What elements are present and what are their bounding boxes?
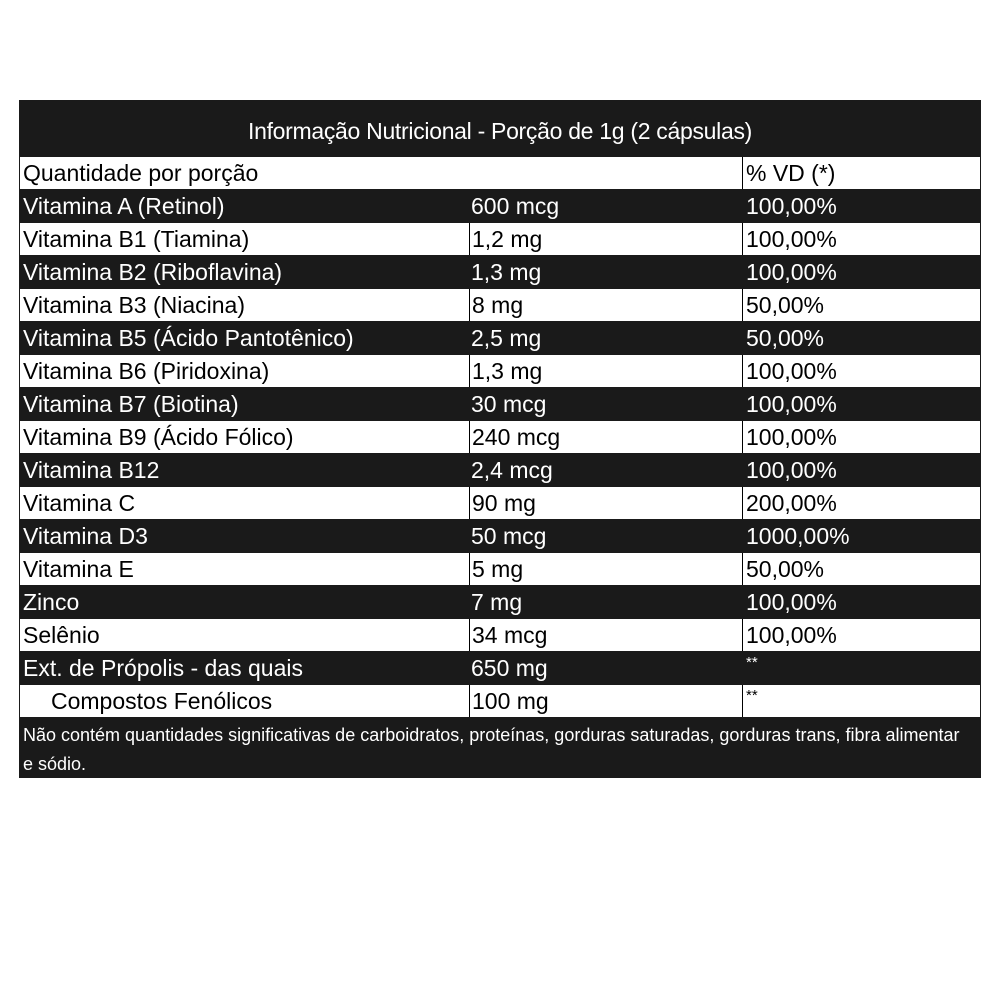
table-row — [20, 190, 980, 222]
nutrient-name: Selênio — [23, 622, 100, 648]
table-row — [20, 586, 980, 618]
nutrient-name: Compostos Fenólicos — [51, 688, 273, 714]
nutrient-amount: 5 mg — [469, 553, 740, 585]
vd-header: % VD (*) — [742, 157, 976, 189]
header-row — [20, 157, 980, 189]
table-row — [20, 619, 980, 651]
nutrient-name: Vitamina B2 (Riboflavina) — [23, 259, 283, 285]
nutrient-name: Vitamina E — [23, 556, 134, 582]
quantity-header: Quantidade por porção — [23, 160, 259, 186]
nutrient-vd: 200,00% — [742, 487, 976, 519]
nutrient-vd: 100,00% — [746, 391, 837, 417]
table-row — [20, 685, 980, 717]
nutrient-amount: 100 mg — [469, 685, 740, 717]
nutrient-amount: 50 mcg — [471, 523, 547, 549]
nutrient-amount: 90 mg — [469, 487, 740, 519]
nutrient-vd: 100,00% — [742, 223, 976, 255]
table-row — [20, 520, 980, 552]
table-row — [20, 322, 980, 354]
nutrient-amount: 650 mg — [471, 655, 548, 681]
nutrient-vd: ** — [746, 654, 758, 671]
table-row — [20, 454, 980, 486]
table-title: Informação Nutricional - Porção de 1g (2 cápsulas) — [247, 118, 753, 144]
nutrient-amount: 34 mcg — [469, 619, 740, 651]
nutrient-amount: 7 mg — [471, 589, 523, 615]
nutrient-name: Vitamina C — [23, 490, 136, 516]
nutrient-amount: 1,3 mg — [469, 355, 740, 387]
nutrient-amount: 1,2 mg — [469, 223, 740, 255]
nutrient-vd: 100,00% — [742, 421, 976, 453]
nutrient-name: Vitamina B7 (Biotina) — [23, 391, 239, 417]
nutrient-vd: 100,00% — [742, 619, 976, 651]
footer-note: Não contém quantidades significativas de carboidratos, proteínas, gorduras saturadas, gorduras trans, fibra alimentar e sódio. — [23, 725, 960, 774]
table-row — [20, 223, 980, 255]
nutrient-amount: 30 mcg — [471, 391, 547, 417]
nutrient-vd: 50,00% — [742, 289, 976, 321]
table-row — [20, 289, 980, 321]
nutrient-vd: 100,00% — [746, 193, 837, 219]
nutrient-name: Vitamina B5 (Ácido Pantotênico) — [23, 325, 354, 351]
nutrient-vd: 100,00% — [746, 589, 837, 615]
table-row — [20, 553, 980, 585]
nutrient-name: Ext. de Própolis - das quais — [23, 655, 303, 681]
nutrient-amount: 600 mcg — [471, 193, 560, 219]
nutrient-amount: 1,3 mg — [471, 259, 542, 285]
nutrient-name: Vitamina B6 (Piridoxina) — [23, 358, 270, 384]
nutrient-name: Vitamina B9 (Ácido Fólico) — [23, 424, 294, 450]
table-row — [20, 421, 980, 453]
nutrient-name: Vitamina B12 — [23, 457, 160, 483]
nutrient-vd: 1000,00% — [746, 523, 850, 549]
nutrient-amount: 240 mcg — [469, 421, 740, 453]
nutrient-amount: 2,5 mg — [471, 325, 542, 351]
nutrient-vd: 50,00% — [742, 553, 976, 585]
table-row — [20, 652, 980, 684]
nutrient-vd: 100,00% — [742, 355, 976, 387]
table-row — [20, 487, 980, 519]
nutrition-facts-table — [19, 100, 981, 778]
nutrient-amount: 2,4 mcg — [471, 457, 553, 483]
nutrient-amount: 8 mg — [469, 289, 740, 321]
nutrient-vd: 100,00% — [746, 259, 837, 285]
nutrient-vd: 100,00% — [746, 457, 837, 483]
table-row — [20, 355, 980, 387]
nutrient-vd: ** — [742, 685, 976, 717]
nutrient-name: Vitamina B3 (Niacina) — [23, 292, 246, 318]
nutrient-vd: 50,00% — [746, 325, 825, 351]
nutrient-name: Zinco — [23, 589, 80, 615]
nutrient-name: Vitamina B1 (Tiamina) — [23, 226, 250, 252]
table-row — [20, 388, 980, 420]
nutrient-name: Vitamina D3 — [23, 523, 148, 549]
nutrient-name: Vitamina A (Retinol) — [23, 193, 225, 219]
table-row — [20, 256, 980, 288]
